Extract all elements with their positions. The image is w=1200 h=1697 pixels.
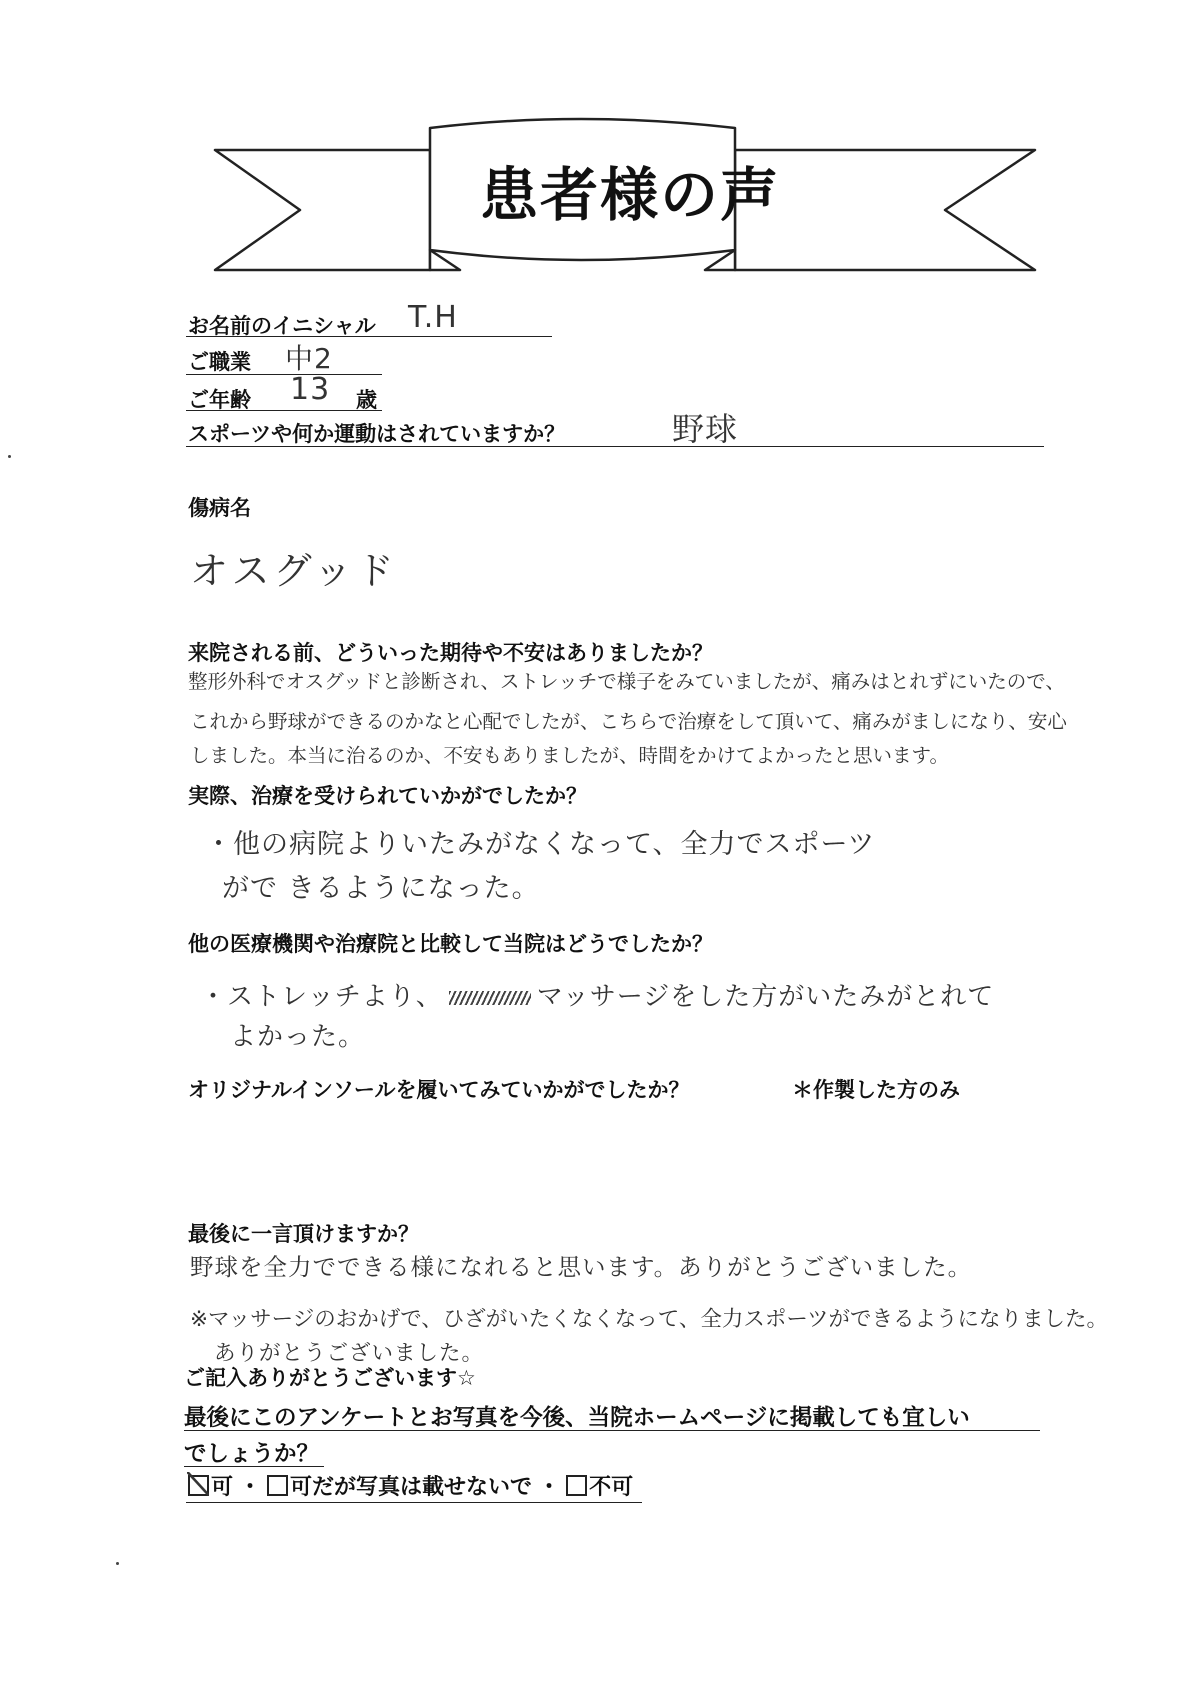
- consent-question-line-2: でしょうか？: [184, 1441, 320, 1467]
- final-answer-line-2: ※マッサージのおかげで、ひざがいたくなくなって、全力スポーツができるようになりました。: [190, 1307, 1109, 1332]
- page-title: 患者様の声: [479, 161, 780, 229]
- age-value: 13: [290, 372, 331, 407]
- initials-label: お名前のイニシャル: [188, 314, 376, 338]
- sports-value: 野球: [672, 410, 739, 448]
- consent-checkbox-allow-no-photo[interactable]: [267, 1475, 288, 1496]
- consent-option-allow-no-photo: 可だが写真は載せないで: [290, 1475, 533, 1500]
- actual-heading: 実際、治療を受けられていかがでしたか？: [188, 784, 587, 808]
- injury-answer: オスグッド: [190, 549, 398, 593]
- option-separator: ・: [538, 1475, 561, 1500]
- scan-speck: [116, 1562, 119, 1565]
- compare-answer-line-1: [200, 976, 994, 1013]
- actual-answer-line-1: ・他の病院よりいたみがなくなって、全力でスポーツ: [205, 829, 876, 860]
- initials-value: T.H: [408, 300, 458, 335]
- consent-underline-1: [184, 1430, 1040, 1431]
- compare-answer-line-2: よかった。: [230, 1022, 366, 1052]
- actual-answer-line-2: がで きるようになった。: [222, 873, 540, 904]
- insole-note: ＊作製した方のみ: [792, 1078, 960, 1102]
- consent-option-allow: 可: [211, 1475, 234, 1500]
- consent-question-line-1: 最後にこのアンケートとお写真を今後、当院ホームページに掲載しても宜しい: [184, 1405, 970, 1431]
- compare-answer-part-1: ・ストレッチより、: [200, 982, 443, 1012]
- final-answer-line-1: 野球を全力でできる様になれると思います。ありがとうございました。: [190, 1253, 973, 1281]
- consent-option-deny: 不可: [589, 1475, 634, 1500]
- consent-checkbox-allow[interactable]: [188, 1475, 209, 1496]
- consent-options: [188, 1470, 633, 1501]
- insole-heading: オリジナルインソールを履いてみていかがでしたか？: [188, 1078, 690, 1102]
- final-answer-line-3: ありがとうございました。: [214, 1341, 485, 1366]
- age-underline: [186, 410, 382, 411]
- struck-out-text: [449, 991, 531, 1005]
- scan-speck: [8, 455, 11, 458]
- before-heading: 来院される前、どういった期待や不安はありましたか？: [188, 641, 713, 665]
- consent-underline-2: [184, 1466, 324, 1467]
- sports-label: スポーツや何か運動はされていますか？: [188, 422, 566, 446]
- sports-underline: [186, 446, 1044, 447]
- age-unit: 歳: [356, 388, 377, 412]
- occupation-underline: [186, 374, 382, 375]
- consent-checkbox-deny[interactable]: [566, 1475, 587, 1496]
- final-heading: 最後に一言頂けますか？: [188, 1222, 419, 1246]
- before-answer-line-2: これから野球ができるのかなと心配でしたが、こちらで治療をして頂いて、痛みがましになり、安心: [190, 710, 1067, 733]
- occupation-value: 中2: [285, 342, 333, 375]
- age-label: ご年齢: [188, 388, 251, 412]
- consent-options-underline: [186, 1502, 642, 1503]
- before-answer-line-3: しました。本当に治るのか、不安もありましたが、時間をかけてよかったと思います。: [190, 744, 949, 767]
- occupation-label: ご職業: [188, 350, 251, 374]
- compare-heading: 他の医療機関や治療院と比較して当院はどうでしたか？: [188, 932, 713, 956]
- before-answer-line-1: 整形外科でオスグッドと診断され、ストレッチで様子をみていましたが、痛みはとれずにいたので、: [188, 670, 1065, 693]
- initials-underline: [186, 336, 552, 337]
- option-separator: ・: [239, 1475, 262, 1500]
- closing-thanks: ご記入ありがとうございます☆: [184, 1366, 476, 1390]
- compare-answer-part-2: マッサージをした方がいたみがとれて: [536, 982, 995, 1012]
- injury-heading: 傷病名: [188, 496, 251, 520]
